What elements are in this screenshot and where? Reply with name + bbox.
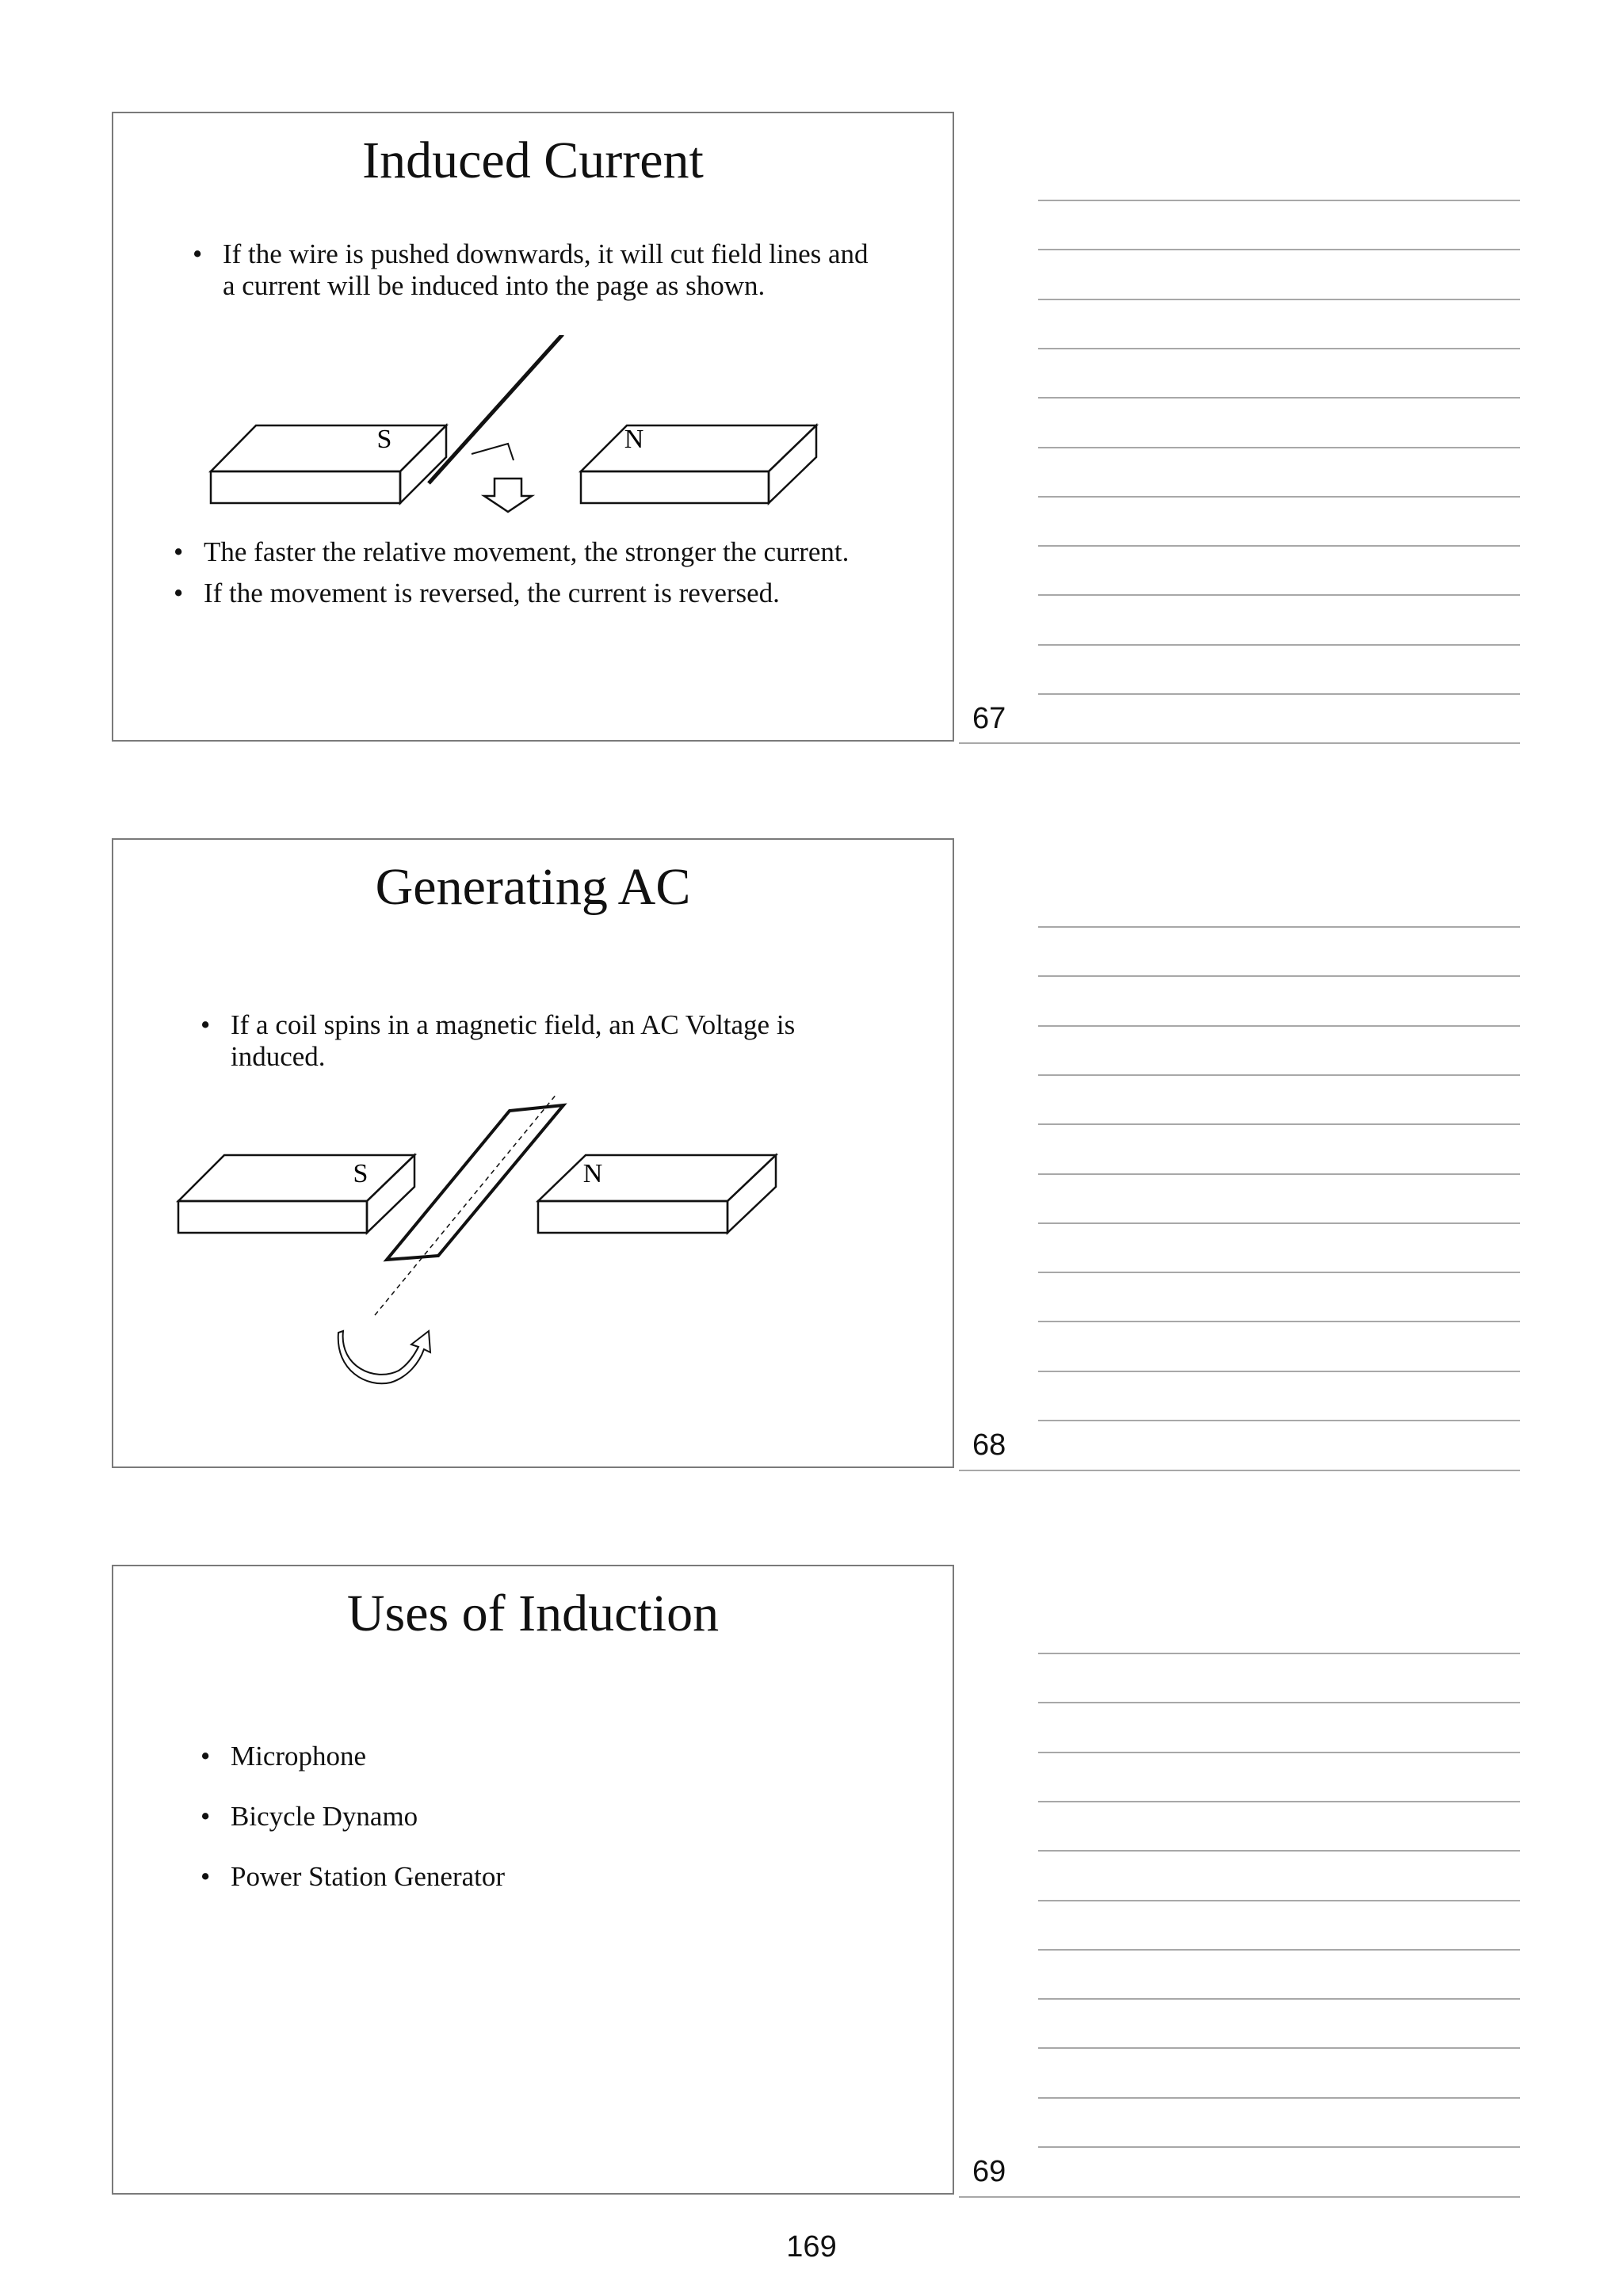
rotation-axis bbox=[375, 1093, 557, 1315]
bullet-item: • Bicycle Dynamo bbox=[200, 1787, 834, 1847]
note-line bbox=[1038, 1949, 1520, 1951]
note-line-bottom bbox=[959, 742, 1520, 744]
current-arrow bbox=[472, 444, 514, 460]
bullet-list bbox=[200, 1009, 858, 1073]
slide-uses-of-induction bbox=[112, 1565, 954, 2195]
slide-number: 67 bbox=[972, 702, 1006, 735]
note-line-bottom bbox=[959, 2196, 1520, 2198]
note-line bbox=[1038, 249, 1520, 250]
note-line bbox=[1038, 693, 1520, 695]
note-line bbox=[1038, 545, 1520, 547]
note-line bbox=[1038, 1272, 1520, 1273]
note-line bbox=[1038, 200, 1520, 201]
bullet-item: • Power Station Generator bbox=[200, 1847, 834, 1907]
down-arrow bbox=[484, 479, 532, 512]
bullet-list-bottom bbox=[174, 536, 887, 609]
pole-label-s: S bbox=[376, 425, 392, 454]
note-line bbox=[1038, 2097, 1520, 2099]
slide-induced-current bbox=[112, 112, 954, 742]
note-line bbox=[1038, 2146, 1520, 2148]
note-line bbox=[1038, 348, 1520, 349]
note-line bbox=[1038, 1123, 1520, 1125]
magnet-south bbox=[211, 425, 446, 503]
rotation-arrow bbox=[338, 1331, 430, 1383]
note-line bbox=[1038, 1801, 1520, 1802]
note-line bbox=[1038, 975, 1520, 977]
slide-generating-ac bbox=[112, 838, 954, 1468]
wire bbox=[429, 335, 563, 483]
pole-label-s: S bbox=[353, 1159, 369, 1188]
magnet-north bbox=[581, 425, 816, 503]
note-line bbox=[1038, 644, 1520, 646]
note-line bbox=[1038, 1074, 1520, 1076]
note-line bbox=[1038, 1702, 1520, 1703]
note-line bbox=[1038, 1850, 1520, 1852]
magnet-south bbox=[178, 1155, 414, 1233]
pole-label-n: N bbox=[624, 425, 644, 454]
slide-number: 69 bbox=[972, 2155, 1006, 2188]
slide-title: Generating AC bbox=[375, 858, 691, 916]
note-line bbox=[1038, 1900, 1520, 1901]
bullet-list bbox=[193, 238, 874, 302]
note-line bbox=[1038, 594, 1520, 596]
slide-number: 68 bbox=[972, 1428, 1006, 1462]
bullet-item: • If a coil spins in a magnetic field, an AC Voltage is induced. bbox=[200, 1009, 858, 1073]
note-line bbox=[1038, 1653, 1520, 1654]
note-line bbox=[1038, 1752, 1520, 1753]
note-line bbox=[1038, 1173, 1520, 1175]
bullet-list bbox=[200, 1726, 834, 1907]
note-line-bottom bbox=[959, 1470, 1520, 1471]
note-line bbox=[1038, 1420, 1520, 1421]
bullet-item: • The faster the relative movement, the stronger the current. bbox=[174, 536, 887, 568]
induced-current-diagram bbox=[113, 335, 956, 517]
note-line bbox=[1038, 447, 1520, 448]
pole-label-n: N bbox=[582, 1159, 603, 1188]
note-line bbox=[1038, 926, 1520, 928]
magnet-north bbox=[538, 1155, 776, 1233]
coil bbox=[387, 1105, 563, 1260]
slide-title: Induced Current bbox=[362, 132, 704, 189]
note-line bbox=[1038, 299, 1520, 300]
note-line bbox=[1038, 1371, 1520, 1372]
bullet-item: • Microphone bbox=[200, 1726, 834, 1787]
note-line bbox=[1038, 397, 1520, 399]
note-line bbox=[1038, 2047, 1520, 2049]
slide-title: Uses of Induction bbox=[346, 1585, 720, 1642]
bullet-item: • If the movement is reversed, the current is reversed. bbox=[174, 578, 887, 609]
note-line bbox=[1038, 1998, 1520, 2000]
note-line bbox=[1038, 1025, 1520, 1027]
page-number: 169 bbox=[786, 2230, 837, 2264]
note-line bbox=[1038, 496, 1520, 498]
generating-ac-diagram bbox=[113, 1077, 956, 1394]
bullet-item: • If the wire is pushed downwards, it will cut field lines and a current will be induced into the page as shown. bbox=[193, 238, 874, 302]
note-line bbox=[1038, 1321, 1520, 1322]
note-line bbox=[1038, 1222, 1520, 1224]
